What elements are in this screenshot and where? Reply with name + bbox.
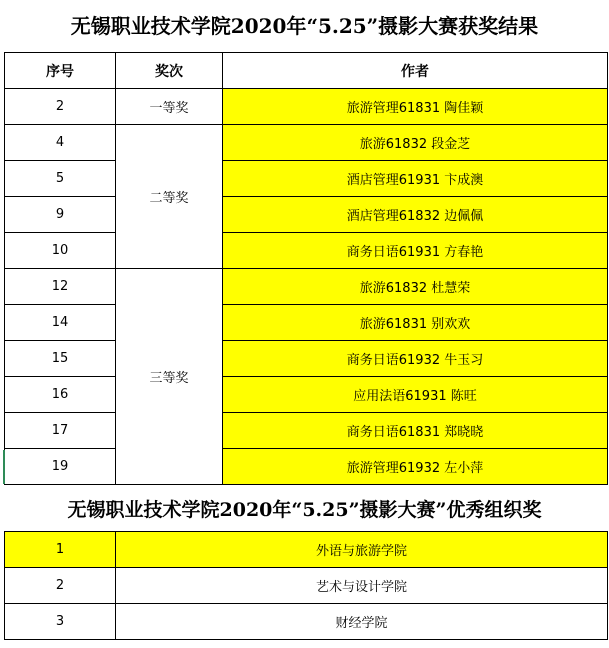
table-row [5,532,608,568]
author-cell: 商务日语61932 牛玉习 [223,341,608,377]
row-number: 2 [5,568,116,604]
author-cell: 商务日语61831 郑晓晓 [223,413,608,449]
row-number: 10 [5,233,116,269]
award-level-second: 二等奖 [116,125,223,269]
author-cell: 旅游61832 杜慧荣 [223,269,608,305]
author-cell: 酒店管理61931 卞成澳 [223,161,608,197]
table-row [5,604,608,640]
row-number: 14 [5,305,116,341]
awards-title: 无锡职业技术学院2020年“5.25”摄影大赛获奖结果 [70,14,539,38]
table-row [5,568,608,604]
table-row [5,377,608,413]
row-number: 1 [5,532,116,568]
author-cell: 旅游管理61932 左小萍 [223,449,608,485]
selected-cell-marker [3,450,5,484]
row-number: 4 [5,125,116,161]
row-number: 5 [5,161,116,197]
header-author: 作者 [223,53,608,89]
row-number: 9 [5,197,116,233]
award-level-third: 三等奖 [116,269,223,485]
organization-name: 外语与旅游学院 [116,532,608,568]
table-row [5,197,608,233]
row-number: 12 [5,269,116,305]
organization-name: 艺术与设计学院 [116,568,608,604]
author-cell: 酒店管理61832 边佩佩 [223,197,608,233]
table-row [5,89,608,125]
header-number: 序号 [5,53,116,89]
table-row [5,305,608,341]
row-number: 16 [5,377,116,413]
row-number: 15 [5,341,116,377]
header-award: 奖次 [116,53,223,89]
organization-name: 财经学院 [116,604,608,640]
author-cell: 旅游61831 别欢欢 [223,305,608,341]
table-row [5,269,608,305]
row-number: 19 [5,449,116,485]
author-cell: 商务日语61931 方春艳 [223,233,608,269]
table-row [5,341,608,377]
table-row [5,233,608,269]
organization-award-title: 无锡职业技术学院2020年“5.25”摄影大赛”优秀组织奖 [67,499,542,521]
table-row [5,413,608,449]
author-cell: 旅游61832 段金芝 [223,125,608,161]
row-number: 2 [5,89,116,125]
organization-award-table [4,531,608,640]
author-cell: 应用法语61931 陈旺 [223,377,608,413]
award-level-first: 一等奖 [116,89,223,125]
row-number: 3 [5,604,116,640]
table-row [5,125,608,161]
table-row [5,161,608,197]
awards-table [4,52,608,485]
table-row [5,449,608,485]
row-number: 17 [5,413,116,449]
author-cell: 旅游管理61831 陶佳颖 [223,89,608,125]
table-header-row [5,53,608,89]
